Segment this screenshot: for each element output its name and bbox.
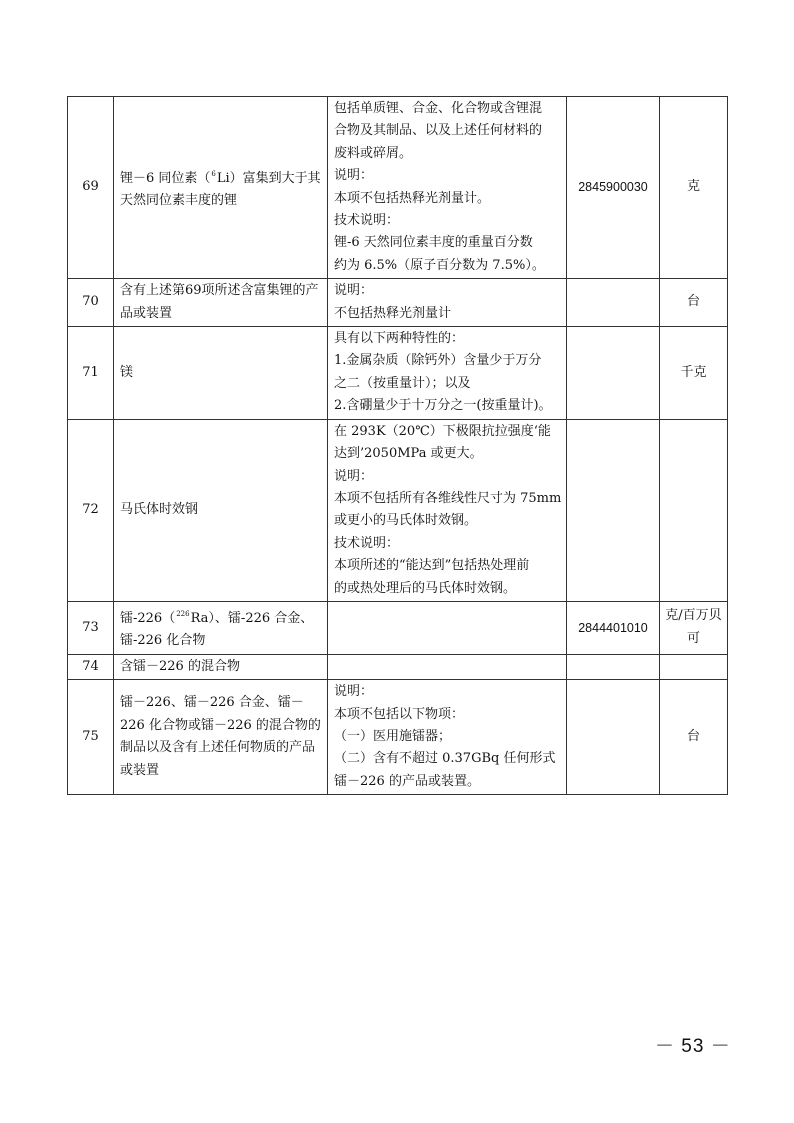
description-line: （一）医用施镭器； — [334, 728, 452, 744]
customs-code — [567, 680, 660, 795]
item-description — [328, 601, 567, 654]
item-number: 69 — [68, 97, 114, 279]
item-description — [328, 419, 567, 601]
customs-code — [567, 327, 660, 420]
page-number: － 53 － — [655, 1036, 731, 1057]
table-row — [68, 680, 728, 795]
description-line: 的或热处理后的马氏体时效钢。 — [334, 580, 517, 596]
description-line: 镭－226 的产品或装置。 — [334, 773, 480, 789]
item-number: 73 — [68, 601, 114, 654]
customs-code: 2844401010 — [567, 601, 660, 654]
item-name: 含有上述第69项所述含富集锂的产品或装置 — [114, 279, 328, 327]
description-line: 本项不包括所有各维线性尺寸为 75mm — [334, 490, 562, 506]
description-line: 在 293K（20℃）下极限抗拉强度‘能 — [334, 423, 551, 439]
unit-of-measure — [660, 654, 728, 679]
item-name: 马氏体时效钢 — [114, 419, 328, 601]
description-line: 合物及其制品、以及上述任何材料的 — [334, 123, 543, 139]
item-description — [328, 97, 567, 279]
table-row — [68, 654, 728, 679]
description-line: 本项所述的“能达到”包括热处理前 — [334, 558, 530, 574]
item-number: 72 — [68, 419, 114, 601]
table-row — [68, 419, 728, 601]
item-name-part: Ra）、镭-226 合金、镭-226 化合物 — [120, 610, 314, 649]
description-line: 说明： — [334, 468, 374, 484]
customs-code — [567, 279, 660, 327]
description-line: 包括单质锂、合金、化合物或含锂混 — [334, 101, 543, 116]
description-line: （二）含有不超过 0.37GBq 任何形式 — [334, 751, 556, 767]
table-row — [68, 279, 728, 327]
item-name-part: 锂－6 同位素（ — [120, 170, 211, 186]
item-name: 镁 — [114, 327, 328, 420]
unit-of-measure: 台 — [660, 279, 728, 327]
description-line: 锂-6 天然同位素丰度的重量百分数 — [334, 235, 533, 251]
item-description — [328, 327, 567, 420]
item-name-part: Li）富集到大于其天然同位素丰度的锂 — [120, 170, 321, 209]
description-line: 不包括热释光剂量计 — [334, 305, 452, 321]
description-line: 达到’2050MPa 或更大。 — [334, 446, 483, 462]
table-row — [68, 327, 728, 420]
item-name — [114, 601, 328, 654]
item-description — [328, 680, 567, 795]
isotope-mass-superscript: 6 — [211, 169, 216, 178]
description-line: 说明： — [334, 684, 374, 700]
item-name: 镭－226、镭－226 合金、镭－226 化合物或镭－226 的混合物的制品以及含有上述任何物质的产品或装置 — [114, 680, 328, 795]
description-line: 技术说明： — [334, 213, 400, 229]
description-line: 具有以下两种特性的： — [334, 331, 465, 347]
unit-of-measure: 千克 — [660, 327, 728, 420]
isotope-mass-superscript: 226 — [176, 609, 190, 618]
description-line: 1.金属杂质（除钙外）含量少于万分 — [334, 353, 542, 369]
description-line: 本项不包括热释光剂量计。 — [334, 190, 491, 206]
unit-of-measure: 克/百万贝可 — [660, 601, 728, 654]
description-line: 废料或碎屑。 — [334, 145, 413, 161]
item-number: 70 — [68, 279, 114, 327]
customs-code — [567, 419, 660, 601]
controlled-items-table — [67, 96, 728, 795]
item-description — [328, 654, 567, 679]
item-name — [114, 97, 328, 279]
item-number: 75 — [68, 680, 114, 795]
item-description — [328, 279, 567, 327]
description-line: 本项不包括以下物项： — [334, 706, 465, 722]
description-line: 2.含硼量少于十万分之一(按重量计)。 — [334, 398, 552, 414]
item-number: 71 — [68, 327, 114, 420]
item-name-part: 镭-226（ — [120, 610, 176, 626]
customs-code — [567, 654, 660, 679]
description-line: 约为 6.5%（原子百分数为 7.5%）。 — [334, 257, 545, 273]
unit-of-measure: 台 — [660, 680, 728, 795]
description-line: 说明： — [334, 168, 374, 184]
item-number: 74 — [68, 654, 114, 679]
table-row — [68, 97, 728, 279]
description-line: 之二（按重量计）；以及 — [334, 375, 471, 391]
unit-of-measure: 克 — [660, 97, 728, 279]
table-row — [68, 601, 728, 654]
description-line: 说明： — [334, 283, 374, 299]
customs-code: 2845900030 — [567, 97, 660, 279]
unit-of-measure — [660, 419, 728, 601]
description-line: 技术说明： — [334, 535, 400, 551]
description-line: 或更小的马氏体时效钢。 — [334, 513, 478, 529]
item-name: 含镭－226 的混合物 — [114, 654, 328, 679]
